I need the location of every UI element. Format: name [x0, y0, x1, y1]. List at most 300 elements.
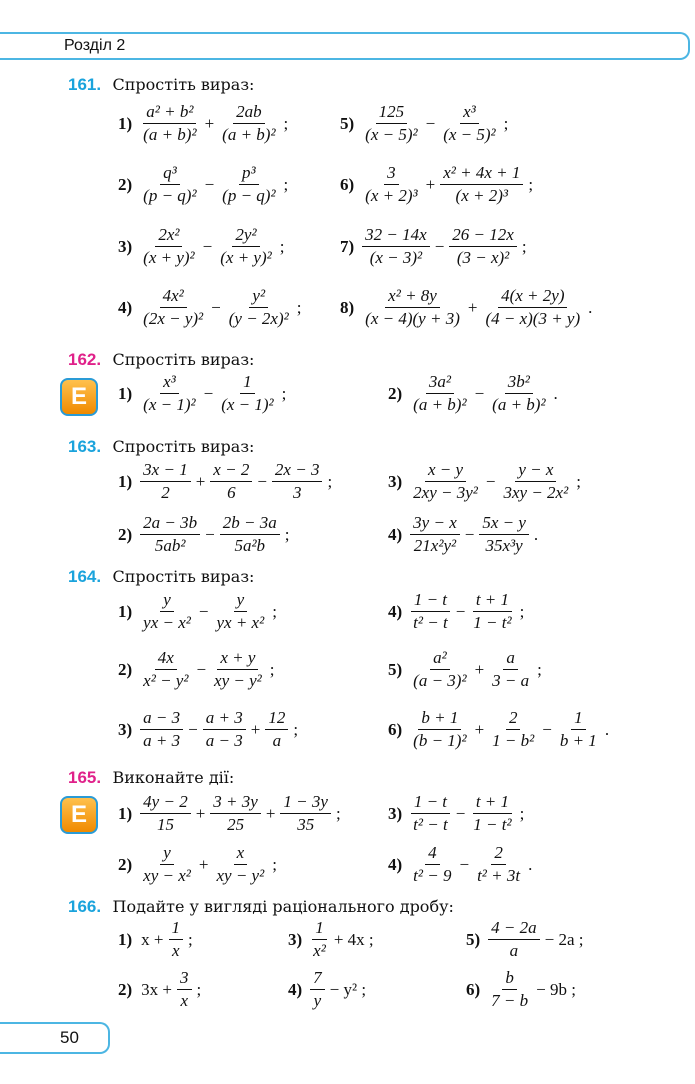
fraction	[169, 918, 184, 961]
fraction	[140, 513, 200, 556]
task-164-heading	[68, 567, 254, 587]
denominator: 15	[156, 815, 174, 834]
numerator: t + 1	[473, 590, 512, 612]
fraction	[140, 843, 194, 886]
math-item	[118, 590, 280, 633]
fraction	[488, 968, 531, 1011]
numerator: 3	[177, 968, 192, 990]
denominator: 7 − b	[491, 991, 529, 1010]
numerator: 4 − 2a	[488, 918, 539, 940]
denominator: t² − t	[413, 613, 448, 632]
numerator: 1 − t	[411, 792, 450, 814]
fraction	[140, 102, 199, 145]
fraction	[217, 225, 274, 268]
numerator: x² + 8y	[385, 286, 440, 308]
fraction	[362, 102, 420, 145]
fraction	[140, 225, 197, 268]
math-operator: ;	[188, 929, 193, 949]
numerator: 125	[376, 102, 408, 124]
denominator: (a + b)²	[413, 395, 467, 414]
math-operator: ;	[296, 297, 302, 317]
fraction	[449, 225, 517, 268]
numerator: x² + 4x + 1	[440, 163, 523, 185]
denominator: (x − 1)²	[143, 395, 196, 414]
denominator: xy − y²	[216, 866, 265, 885]
numerator: a	[503, 648, 518, 670]
denominator: yx − x²	[143, 613, 191, 632]
numerator: 1	[312, 918, 327, 940]
denominator: 21x²y²	[413, 536, 457, 555]
math-operator: ;	[503, 113, 509, 133]
math-item	[118, 648, 277, 691]
math-operator: −	[455, 601, 466, 621]
denominator: x	[180, 991, 189, 1010]
numerator: q³	[160, 163, 180, 185]
math-operator: x +	[141, 929, 164, 949]
math-item	[118, 460, 335, 503]
math-operator: ;	[272, 601, 277, 621]
math-operator: +	[195, 803, 206, 823]
item-label: 3)	[388, 803, 403, 823]
fraction	[488, 918, 539, 961]
fraction	[219, 163, 278, 206]
numerator: 2	[506, 708, 521, 730]
fraction	[489, 648, 532, 691]
math-operator: +	[204, 113, 215, 133]
math-operator: .	[588, 297, 593, 317]
math-operator: ;	[284, 524, 290, 544]
numerator: 32 − 14x	[362, 225, 430, 247]
numerator: b	[502, 968, 517, 990]
numerator: a − 3	[140, 708, 183, 730]
task-instruction: Подайте у вигляді раціонального дробу:	[112, 897, 454, 916]
fraction	[310, 968, 325, 1011]
math-item	[388, 460, 584, 503]
math-operator: ;	[519, 803, 525, 823]
page-number-box	[0, 1022, 110, 1054]
math-operator: −	[204, 174, 215, 194]
math-item	[340, 102, 511, 145]
denominator: 2	[161, 483, 170, 502]
math-operator: − 2a ;	[544, 929, 584, 949]
numerator: 3x − 1	[140, 460, 191, 482]
denominator: (a + b)²	[222, 125, 276, 144]
fraction	[310, 918, 329, 961]
denominator: (3 − x)²	[456, 248, 510, 267]
math-operator: +	[425, 174, 436, 194]
math-operator: +	[474, 719, 485, 739]
math-item	[340, 163, 536, 206]
math-item	[388, 648, 545, 691]
fraction	[177, 968, 192, 1011]
numerator: 1	[169, 918, 184, 940]
math-item	[118, 918, 196, 961]
numerator: y	[160, 590, 174, 612]
denominator: 3	[292, 483, 302, 502]
fraction	[140, 286, 206, 329]
task-161-heading	[68, 75, 254, 95]
math-operator: −	[198, 601, 209, 621]
denominator: a + 3	[143, 731, 181, 750]
math-operator: +	[265, 803, 276, 823]
denominator: 5a²b	[234, 536, 266, 555]
fraction	[219, 102, 278, 145]
fraction	[410, 708, 469, 751]
numerator: 5x − y	[479, 513, 529, 535]
math-operator: + 4x ;	[333, 929, 374, 949]
denominator: xy − y²	[214, 671, 262, 690]
denominator: yx + x²	[216, 613, 265, 632]
math-operator: 3x +	[141, 979, 173, 999]
math-operator: −	[485, 471, 496, 491]
numerator: x	[234, 843, 248, 865]
e-level-badge: E	[60, 378, 98, 416]
task-number: 163.	[68, 437, 102, 456]
numerator: 1 − 3y	[280, 792, 331, 814]
numerator: 4(x + 2y)	[498, 286, 567, 308]
denominator: (x − 1)²	[221, 395, 274, 414]
numerator: 1	[240, 372, 255, 394]
numerator: 12	[265, 708, 288, 730]
math-item	[388, 843, 535, 886]
denominator: (4 − x)(3 + y)	[485, 309, 581, 328]
denominator: 1 − t²	[473, 815, 512, 834]
fraction	[140, 648, 191, 691]
denominator: (x + y)²	[143, 248, 195, 267]
numerator: p³	[239, 163, 259, 185]
math-operator: ;	[576, 471, 581, 491]
denominator: 2xy − 3y²	[413, 483, 478, 502]
denominator: xy − x²	[143, 866, 191, 885]
item-label: 1)	[118, 383, 133, 403]
denominator: (a − 3)²	[413, 671, 467, 690]
math-operator: − y² ;	[329, 979, 367, 999]
math-operator: ;	[335, 803, 341, 823]
item-label: 6)	[388, 719, 403, 739]
fraction	[210, 792, 261, 835]
item-label: 6)	[340, 174, 355, 194]
item-label: 7)	[340, 236, 355, 256]
fraction	[210, 460, 252, 503]
denominator: 5ab²	[154, 536, 186, 555]
task-165-heading	[68, 768, 234, 788]
denominator: a	[509, 941, 519, 960]
numerator: 2a − 3b	[140, 513, 200, 535]
task-instruction: Виконайте дії:	[112, 768, 235, 787]
math-operator: ;	[521, 236, 527, 256]
item-label: 1)	[118, 803, 133, 823]
page-number: 50	[60, 1028, 79, 1047]
item-label: 4)	[118, 297, 133, 317]
math-item	[118, 513, 292, 556]
math-item	[118, 792, 344, 835]
numerator: 1	[571, 708, 586, 730]
math-operator: −	[464, 524, 475, 544]
item-label: 4)	[288, 979, 303, 999]
math-operator: ;	[269, 659, 275, 679]
numerator: 3a²	[426, 372, 454, 394]
denominator: 6	[227, 483, 236, 502]
numerator: a² + b²	[143, 102, 196, 124]
fraction	[440, 102, 498, 145]
task-166-heading	[68, 897, 454, 917]
math-operator: .	[604, 719, 610, 739]
task-instruction: Спростіть вираз:	[112, 75, 255, 94]
denominator: b + 1	[559, 731, 597, 750]
math-item	[118, 102, 291, 145]
denominator: (b − 1)²	[413, 731, 467, 750]
math-operator: ;	[283, 174, 289, 194]
numerator: x³	[160, 372, 179, 394]
fraction	[362, 163, 420, 206]
math-item	[388, 590, 527, 633]
math-item	[118, 968, 204, 1011]
item-label: 1)	[118, 113, 133, 133]
fraction	[140, 792, 191, 835]
math-operator: +	[198, 854, 209, 874]
fraction	[410, 590, 451, 633]
math-operator: .	[553, 383, 558, 403]
fraction	[265, 708, 288, 751]
math-operator: −	[434, 236, 445, 256]
math-item	[466, 968, 579, 1011]
math-operator: .	[528, 854, 533, 874]
item-label: 3)	[288, 929, 303, 949]
denominator: (p − q)²	[222, 186, 276, 205]
math-operator: +	[474, 659, 485, 679]
denominator: y	[313, 991, 322, 1010]
denominator: 1 − t²	[473, 613, 512, 632]
item-label: 4)	[388, 601, 403, 621]
numerator: 26 − 12x	[449, 225, 517, 247]
denominator: 35	[297, 815, 315, 834]
numerator: y	[160, 843, 174, 865]
fraction	[410, 648, 469, 691]
task-163-heading	[68, 437, 254, 457]
fraction	[474, 843, 523, 886]
denominator: 3xy − 2x²	[503, 483, 569, 502]
item-label: 2)	[388, 383, 403, 403]
numerator: 2b − 3a	[220, 513, 280, 535]
denominator: (x + y)²	[220, 248, 272, 267]
math-operator: ;	[519, 601, 525, 621]
numerator: x + y	[217, 648, 258, 670]
denominator: a	[272, 731, 282, 750]
denominator: t² + 3t	[477, 866, 521, 885]
math-operator: ;	[283, 113, 289, 133]
math-operator: ;	[272, 854, 277, 874]
item-label: 2)	[118, 854, 133, 874]
math-operator: −	[211, 297, 221, 317]
numerator: a + 3	[203, 708, 246, 730]
denominator: t² − t	[413, 815, 448, 834]
math-operator: +	[467, 297, 478, 317]
fraction	[482, 286, 583, 329]
math-operator: −	[459, 854, 470, 874]
fraction	[410, 513, 460, 556]
denominator: x	[171, 941, 180, 960]
denominator: 25	[227, 815, 245, 834]
math-operator: −	[474, 383, 485, 403]
denominator: (a + b)²	[492, 395, 546, 414]
numerator: 4	[425, 843, 440, 865]
item-label: 1)	[118, 929, 133, 949]
math-operator: .	[533, 524, 539, 544]
denominator: a − 3	[205, 731, 243, 750]
item-label: 4)	[388, 854, 403, 874]
item-label: 5)	[466, 929, 481, 949]
denominator: (x − 3)²	[369, 248, 423, 267]
fraction	[203, 708, 246, 751]
item-label: 2)	[118, 174, 133, 194]
numerator: 7	[310, 968, 325, 990]
numerator: 3b²	[505, 372, 533, 394]
item-label: 2)	[118, 524, 133, 544]
item-label: 5)	[340, 113, 355, 133]
task-number: 161.	[68, 75, 102, 94]
fraction	[557, 708, 600, 751]
item-label: 4)	[388, 524, 403, 544]
denominator: t² − 9	[413, 866, 452, 885]
math-item	[340, 225, 530, 268]
math-item	[388, 708, 612, 751]
math-operator: ;	[537, 659, 542, 679]
fraction	[362, 286, 463, 329]
math-operator: ;	[327, 471, 333, 491]
math-item	[466, 918, 587, 961]
math-operator: −	[196, 659, 207, 679]
fraction	[218, 372, 276, 415]
fraction	[410, 843, 454, 886]
math-operator: ;	[279, 236, 285, 256]
denominator: (x + 2)³	[365, 186, 418, 205]
item-label: 8)	[340, 297, 355, 317]
task-instruction: Спростіть вираз:	[112, 350, 255, 369]
denominator: (x − 5)²	[443, 125, 496, 144]
fraction	[140, 372, 198, 415]
item-label: 1)	[118, 601, 133, 621]
denominator: (x − 5)²	[365, 125, 418, 144]
numerator: x − y	[425, 460, 466, 482]
fraction	[489, 708, 537, 751]
math-operator: ;	[196, 979, 202, 999]
numerator: 3y − x	[410, 513, 460, 535]
task-instruction: Спростіть вираз:	[112, 437, 255, 456]
numerator: a²	[430, 648, 450, 670]
task-number: 166.	[68, 897, 102, 916]
item-label: 1)	[118, 471, 133, 491]
math-operator: − 9b ;	[536, 979, 576, 999]
numerator: 4x²	[160, 286, 187, 308]
denominator: (a + b)²	[143, 125, 197, 144]
math-item	[388, 513, 541, 556]
fraction	[140, 708, 183, 751]
numerator: y − x	[515, 460, 556, 482]
numerator: y²	[249, 286, 268, 308]
math-item	[288, 918, 377, 961]
math-operator: −	[257, 471, 267, 491]
numerator: 1 − t	[411, 590, 450, 612]
fraction	[280, 792, 331, 835]
math-operator: ;	[281, 383, 287, 403]
item-label: 3)	[388, 471, 403, 491]
numerator: 2x²	[155, 225, 182, 247]
math-operator: −	[455, 803, 466, 823]
section-title: Розділ 2	[64, 37, 126, 54]
task-number: 162.	[68, 350, 102, 369]
numerator: 2	[491, 843, 506, 865]
denominator: (2x − y)²	[143, 309, 204, 328]
math-item	[118, 372, 289, 415]
math-item	[118, 163, 291, 206]
fraction	[272, 460, 323, 503]
math-item	[340, 286, 595, 329]
numerator: y	[234, 590, 248, 612]
fraction	[489, 372, 548, 415]
denominator: 35x³y	[485, 536, 523, 555]
item-label: 3)	[118, 236, 133, 256]
fraction	[220, 513, 280, 556]
denominator: (x − 4)(y + 3)	[365, 309, 460, 328]
math-operator: −	[425, 113, 436, 133]
math-operator: +	[195, 471, 206, 491]
numerator: x − 2	[210, 460, 252, 482]
denominator: (x + 2)³	[455, 186, 508, 205]
fraction	[410, 460, 481, 503]
denominator: x² − y²	[143, 671, 189, 690]
section-header	[0, 32, 690, 60]
numerator: b + 1	[418, 708, 461, 730]
math-item	[118, 286, 304, 329]
math-operator: ;	[528, 174, 534, 194]
math-item	[388, 792, 527, 835]
denominator: 1 − b²	[492, 731, 535, 750]
e-level-badge: E	[60, 796, 98, 834]
math-operator: +	[250, 719, 261, 739]
math-operator: −	[202, 236, 213, 256]
item-label: 2)	[118, 659, 133, 679]
fraction	[470, 590, 514, 633]
fraction	[410, 372, 469, 415]
fraction	[479, 513, 529, 556]
fraction	[362, 225, 430, 268]
item-label: 5)	[388, 659, 403, 679]
fraction	[410, 792, 451, 835]
task-number: 165.	[68, 768, 102, 787]
numerator: 3 + 3y	[210, 792, 261, 814]
numerator: 3	[384, 163, 399, 185]
task-number: 164.	[68, 567, 102, 586]
numerator: 2y²	[232, 225, 259, 247]
denominator: (y − 2x)²	[228, 309, 289, 328]
numerator: 4y − 2	[140, 792, 191, 814]
numerator: 2x − 3	[272, 460, 323, 482]
fraction	[440, 163, 523, 206]
item-label: 2)	[118, 979, 133, 999]
math-operator: −	[205, 524, 215, 544]
fraction	[470, 792, 514, 835]
fraction	[500, 460, 571, 503]
fraction	[213, 843, 267, 886]
math-item	[288, 968, 369, 1011]
denominator: (p − q)²	[143, 186, 197, 205]
item-label: 6)	[466, 979, 481, 999]
item-label: 3)	[118, 719, 133, 739]
math-operator: ;	[293, 719, 299, 739]
task-162-heading	[68, 350, 254, 370]
fraction	[213, 590, 267, 633]
fraction	[211, 648, 265, 691]
